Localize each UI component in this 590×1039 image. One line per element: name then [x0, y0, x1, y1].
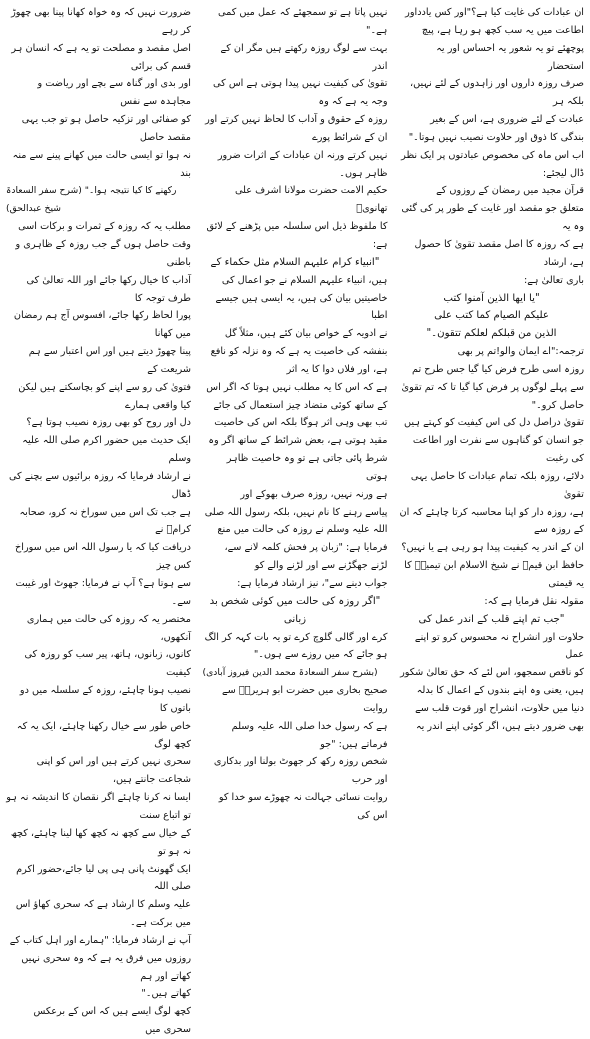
text-line: روایت نسائی جہالت نہ چھوڑے سو خدا کو اس کی	[218, 792, 388, 821]
text-line: ہے جب تک اس میں سوراخ نہ کرو، صحابہ کرامؓ نے	[19, 506, 191, 536]
text-line: نے ارشاد فرمایا کہ روزہ برائیوں سے بچنے کی ڈھال	[8, 470, 191, 500]
text-line: دنیا میں حلاوت، انشراح اور قوت قلب سے	[415, 702, 584, 714]
text-line: حاصل کرو۔"	[531, 399, 584, 411]
text-line: مطلب یہ کہ روزہ کے ثمرات و برکات اسی	[18, 221, 191, 233]
text-line: کا ملفوظ ذیل اس سلسلہ میں پڑھنے کے لائق ہے:	[206, 221, 388, 250]
text-line: سے ہوتا ہے؟ آپ نے فرمایا: جھوٹ اور غیبت سے۔	[15, 578, 191, 607]
text-line: ہیں، انبیاء علیہم السلام نے جو اعمال کی	[221, 274, 388, 286]
text-line: کو ناقص سمجھو، اس لئے کہ حق تعالیٰ شکور	[400, 667, 584, 679]
text-line: روزہ اسی طرح فرض کیا گیا جس طرح تم	[412, 363, 584, 375]
text-line: الذین من قبلکم لعلکم تتقون۔"	[426, 328, 557, 340]
text-line: خاصیتیں بیان کی ہیں، یہ ایسی ہیں جیسے اطبا	[215, 292, 388, 322]
text-line: سے پہلے لوگوں پر فرض کیا گیا تا کہ تم تقویٰ	[401, 381, 584, 393]
text-line: جو انسان کو گناہوں سے نفرت اور اطاعت کی رغبت	[412, 435, 584, 465]
text-line: قرآن مجید میں رمضان کے روزوں کے	[436, 185, 584, 197]
text-line: دلائے، روزہ بلکہ تمام عبادات کا حاصل یہی تقویٰ	[410, 470, 584, 500]
text-line: شخص روزہ رکھ کر جھوٹ بولنا اور بدکاری اور حرب	[213, 756, 388, 786]
text-line: اور بدی اور گناہ سے بچے اور ریاضت و مجاہدہ سے نفس	[37, 78, 191, 108]
text-line: پیاسے رہنے کا نام نہیں، بلکہ رسول اللہ صلی	[204, 506, 388, 518]
column-middle	[203, 4, 388, 826]
text-line: علیکم الصیام کما کتب علی	[434, 310, 549, 322]
text-line: اللہ علیہ وسلم نے روزہ کی حالت میں منع	[217, 524, 388, 536]
text-line: کھاتے ہیں۔"	[141, 988, 191, 1000]
text-line: پورا لحاظ رکھا جائے، افسوس آج ہم رمضان میں کھانا	[13, 310, 191, 340]
text-line: حکیم الامت حضرت مولانا اشرف علی تھانویؒ	[234, 185, 388, 215]
text-line: اصل مقصد و مصلحت تو یہ ہے کہ انسان ہر قسم کی برائی	[11, 42, 191, 72]
text-line: بہت سے لوگ روزہ رکھتے ہیں مگر ان کے اندر	[220, 42, 388, 72]
text-line: ہے کہ روزہ کا اصل مقصد تقویٰ کا حصول ہے، ارشاد	[414, 238, 584, 268]
text-line: بنفشہ کی خاصیت یہ ہے کہ وہ نزلہ کو نافع	[210, 346, 388, 358]
text-line: فرمایا ہے: "زبان پر فحش کلمہ لانے سے،	[224, 542, 388, 554]
text-line: حلاوت اور انشراح نہ محسوس کرو تو اپنے عمل	[414, 631, 584, 661]
text-line: باری تعالیٰ ہے:	[523, 274, 584, 286]
text-line: نہ ہوا تو ایسی حالت میں کھانے پینے سے منہ بند	[12, 149, 191, 179]
text-line: تقویٰ دراصل دل کی اس کیفیت کو کہتے ہیں	[404, 417, 584, 429]
text-line: خاص طور سے خیال رکھنا چاہئے، ایک یہ کہ کچھ لوگ	[16, 720, 191, 750]
text-line: اطاعت میں یہ سب کچھ ہو رہا ہے، پیچ	[421, 24, 584, 36]
text-line: ضرورت نہیں کہ وہ خواہ کھانا پینا بھی چھوڑ کر رہے	[11, 7, 191, 36]
text-line: اب اس ماہ کی مخصوص عبادتوں پر ایک نظر ڈال لیجئے:	[401, 149, 584, 179]
text-line: نے ادویہ کے خواص بیان کئے ہیں، مثلاً گل	[224, 328, 388, 340]
text-line: ایسا نہ کرنا چاہئے اگر نقصان کا اندیشہ نہ ہو تو اتباع سنت	[6, 792, 191, 821]
text-line: پینا چھوڑ دیتے ہیں اور اس اعتبار سے ہم شریعت کے	[28, 346, 191, 375]
text-line: مختصر یہ کہ روزہ کی حالت میں ہماری آنکھوں،	[26, 613, 191, 643]
text-line: کے خیال سے کچھ نہ کچھ کھا لینا چاہئے، کچھ نہ ہو تو	[10, 827, 191, 857]
text-line: صرف روزہ داروں اور زاہدوں کے لئے نہیں، بلکہ ہر	[410, 78, 584, 108]
text-line: آداب کا خیال رکھا جائے اور اللہ تعالیٰ کی طرف توجہ کا	[26, 274, 191, 304]
text-line: کرے اور گالی گلوچ کرے تو یہ بات کہہ کر الگ	[204, 631, 388, 643]
text-line: علیہ وسلم کا ارشاد ہے کہ سحری کھاؤ اس میں برکت ہے۔	[15, 899, 191, 929]
text-line: متعلق جو مقصد اور غایت کے طور پر کی گئی وہ یہ	[401, 203, 584, 233]
text-line: کانوں، زبانوں، ہاتھ، پیر سب کو روزہ کی کیفیت	[24, 649, 191, 679]
text-line: کو صفائی اور تزکیہ حاصل ہو تو جب یہی مقصد حاصل	[21, 114, 191, 143]
text-line: پوچھئے تو یہ شعور یہ احساس اور یہ استحضار	[436, 42, 584, 72]
text-line: ایک گھونٹ پانی ہی پی لیا جائے،حضور اکرم صلی اللہ	[16, 863, 191, 893]
text-line: رکھنے کا کیا نتیجہ ہوا۔" (شرح سفر السعادۃ شیخ عبدالحق)	[6, 185, 177, 215]
text-line: آپ نے ارشاد فرمایا: "ہمارے اور اہل کتاب کے	[9, 934, 191, 946]
text-line: ہے، روزہ دار کو اپنا محاسبہ کرتا چاہئے کہ ان کے روزہ سے	[399, 506, 584, 536]
text-line: دریافت کیا کہ یا رسول اللہ اس میں سوراخ کس چیز	[15, 542, 191, 572]
text-line: تقویٰ کی کیفیت نہیں پیدا ہوتی ہے اس کی وجہ یہ ہے کہ وہ	[213, 78, 388, 108]
text-line: ہیں، یعنی وہ اپنے بندوں کے اعمال کا بدلہ	[416, 685, 584, 697]
text-line: ترجمہ:"اے ایمان والو!تم پر بھی	[457, 346, 584, 358]
text-line: (بشرح سفر السعادۃ محمد الدین فیروز آبادی)	[202, 667, 378, 679]
text-line: "اگر روزہ کی حالت میں کوئی شخص بد زبانی	[209, 595, 381, 625]
text-line: ہے کہ رسول خدا صلی اللہ علیہ وسلم فرماتے ہیں: "جو	[231, 720, 388, 750]
text-line: نہیں پاتا ہے تو سمجھئے کہ عمل میں کمی ہے۔"	[218, 7, 388, 36]
text-line: ہے کہ اس کا یہ مطلب نہیں ہوتا کہ اگر اس	[206, 381, 388, 393]
text-line: "جب تم اپنے قلب کے اندر عمل کی	[418, 613, 565, 625]
text-line: تب بھی وہی اثر ہوگا بلکہ اس کی خاصیت	[214, 417, 388, 429]
text-line: ایک حدیث میں حضور اکرم صلی اللہ علیہ وسلم	[22, 435, 191, 465]
text-line: روزوں میں فرق یہ ہے کہ وہ سحری نہیں کھاتے اور ہم	[21, 952, 191, 982]
text-line: "یا ایھا الذین آمنوا کتب	[443, 292, 540, 304]
text-line: جواب دینے سے"، نیز ارشاد فرمایا ہے:	[237, 578, 388, 589]
text-line: روزہ کے حقوق و آداب کا لحاظ نہیں کرتے اور ان کے شرائط پورے	[205, 114, 388, 143]
column-right	[399, 4, 584, 826]
text-line: ہو جائے کہ میں روزے سے ہوں۔"	[253, 649, 388, 661]
text-line: "انبیاء کرام علیہم السلام مثل حکماء کے	[210, 256, 380, 268]
text-line: ان عبادات کی غایت کیا ہے؟"اور کس یادداور	[405, 7, 584, 18]
text-line: صحیح بخاری میں حضرت ابو ہریرہؓ سے روایت	[221, 685, 388, 714]
column-left	[6, 4, 191, 1036]
text-line: بندگی کا ذوق اور حلاوت نصیب نہیں ہوتا۔"	[408, 131, 584, 143]
text-line: حافظ ابن قیمؒ نے شیخ الاسلام ابن تیمیہؒ کا یہ قیمتی	[404, 560, 584, 589]
text-line: ان کے اندر یہ کیفیت پیدا ہو رہی ہے یا نہیں؟	[401, 542, 584, 554]
text-line: لڑنے جھگڑنے سے اور لڑنے والے کو	[254, 560, 388, 572]
text-line: نہیں کرتے ورنہ ان عبادات کے اثرات ضرور ظاہر ہوں۔	[217, 149, 388, 179]
text-line: بھی ضرور دیتے ہیں، اگر کوئی اپنے اندر یہ	[415, 720, 584, 732]
text-line: عبادت کے لئے ضروری ہے، اس کے بغیر	[430, 114, 584, 126]
text-line: مقولہ نقل فرمایا ہے کہ:	[484, 595, 584, 607]
text-line: وقت حاصل ہوں گے جب روزہ کے ظاہری و باطنی	[15, 238, 191, 268]
text-line: دل اور روح کو بھی روزہ نصیب ہوتا ہے؟	[26, 417, 191, 429]
text-line: فتویٰ کی رو سے اپنے کو بچاسکتے ہیں لیکن کیا واقعی ہمارے	[18, 381, 191, 411]
text-line: مقید ہوتی ہے، بعض شرائط کے ساتھ اگر وہ	[208, 435, 388, 447]
text-line: ہے، اور فلاں دوا کا یہ اثر	[286, 363, 388, 375]
text-line: سحری نہیں کرتے ہیں اور اس کو اپنی شجاعت جانتے ہیں،	[36, 756, 191, 786]
text-line: نصیب ہونا چاہئے، روزہ کے سلسلہ میں دو باتوں کا	[19, 685, 191, 714]
text-line: کے ساتھ کوئی متضاد چیز استعمال کی جائے	[213, 399, 388, 411]
text-line: ہے ورنہ نہیں، روزہ صرف بھوکے اور	[240, 488, 388, 500]
text-line: شرط پائی جاتی ہے تو وہ خاصیت ظاہر ہوتی	[226, 453, 388, 482]
text-line: کچھ لوگ ایسے ہیں کہ اس کے برعکس سحری میں	[33, 1006, 191, 1036]
